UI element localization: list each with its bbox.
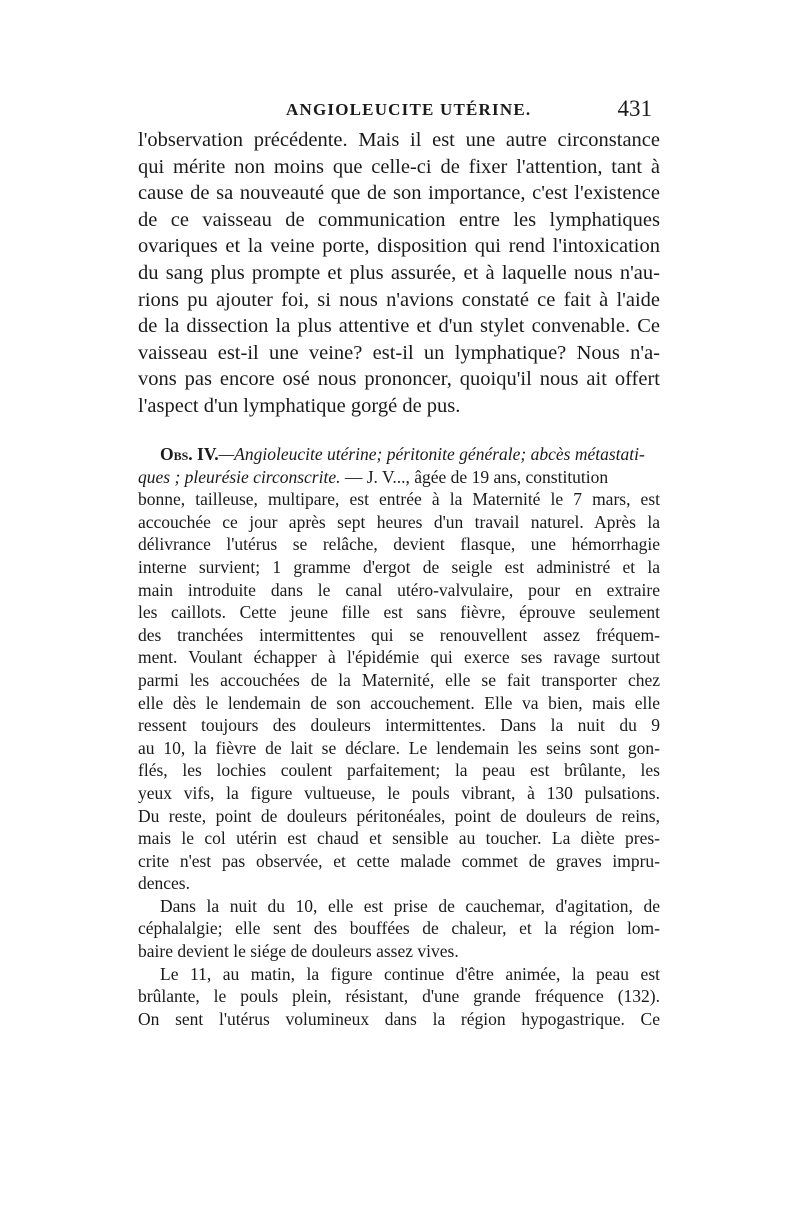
text-line: mais le col utérin est chaud et sensible au toucher. La diète pres-: [138, 828, 660, 849]
running-head: [138, 96, 660, 126]
text-line: l'aspect d'un lymphatique gorgé de pus.: [138, 394, 461, 417]
text-line: vons pas encore osé nous prononcer, quoiqu'il nous ait offert: [138, 368, 660, 391]
observation-intro: — J. V..., âgée de 19 ans, constitution: [340, 466, 609, 487]
observation-title-cont: ques ; pleurésie circonscrite.: [138, 466, 341, 487]
observation-heading-line-2: [138, 466, 660, 489]
text-line: du sang plus prompte et plus assurée, et à laquelle nous n'au-: [138, 261, 660, 284]
text-line: On sent l'utérus volumineux dans la région hypogastrique. Ce: [138, 1008, 660, 1029]
text-line: qui mérite non moins que celle-ci de fixer l'attention, tant à: [138, 155, 660, 178]
text-line: baire devient le siége de douleurs assez vives.: [138, 941, 459, 962]
text-line: cause de sa nouveauté que de son importance, c'est l'existence: [138, 182, 660, 205]
text-line: des tranchées intermittentes qui se renouvellent assez fréquem-: [138, 624, 660, 645]
text-line: au 10, la fièvre de lait se déclare. Le lendemain les seins sont gon-: [138, 737, 660, 758]
observation-block: [138, 443, 660, 1030]
text-line: bonne, tailleuse, multipare, est entrée à la Maternité le 7 mars, est: [138, 489, 660, 510]
page-number: 431: [617, 96, 652, 121]
text-line: ressent toujours des douleurs intermittentes. Dans la nuit du 9: [138, 715, 660, 736]
text-line: délivrance l'utérus se relâche, devient flasque, une hémorrhagie: [138, 534, 660, 555]
running-title: ANGIOLEUCITE UTÉRINE.: [286, 100, 532, 119]
text-line: les caillots. Cette jeune fille est sans fièvre, éprouve seulement: [138, 602, 660, 623]
observation-heading-line: [138, 443, 660, 466]
text-line: ment. Voulant échapper à l'épidémie qui exerce ses ravage surtout: [138, 647, 660, 668]
observation-label: Obs. IV.: [160, 444, 219, 464]
text-line: de la dissection la plus attentive et d'un stylet convenable. Ce: [138, 315, 660, 338]
text-line: céphalalgie; elle sent des bouffées de chaleur, et la région lom-: [138, 918, 660, 939]
text-line: elle dès le lendemain de son accouchement. Elle va bien, mais elle: [138, 692, 660, 713]
text-line: interne survient; 1 gramme d'ergot de seigle est administré et la: [138, 556, 660, 577]
text-line: de ce vaisseau de communication entre les lymphatiques: [138, 208, 660, 231]
text-line: main introduite dans le canal utéro-valvulaire, pour en extraire: [138, 579, 660, 600]
text-line: ovariques et la veine porte, disposition qui rend l'intoxication: [138, 235, 660, 258]
observation-title: —Angioleucite utérine; péritonite générale; abcès métastati-: [218, 444, 645, 464]
text-line: rions pu ajouter foi, si nous n'avions constaté ce fait à l'aide: [138, 288, 660, 311]
text-line: yeux vifs, la figure vultueuse, le pouls vibrant, à 130 pulsations.: [138, 782, 660, 803]
text-line: accouchée ce jour après sept heures d'un travail naturel. Après la: [138, 511, 660, 532]
text-line: parmi les accouchées de la Maternité, elle se fait transporter chez: [138, 669, 660, 690]
text-line: Le 11, au matin, la figure continue d'être animée, la peau est: [160, 963, 660, 984]
text-line: l'observation précédente. Mais il est une autre circonstance: [138, 129, 660, 151]
text-line: brûlante, le pouls plein, résistant, d'une grande fréquence (132).: [138, 986, 660, 1007]
text-line: Du reste, point de douleurs péritonéales, point de douleurs de reins,: [138, 805, 660, 826]
text-line: Dans la nuit du 10, elle est prise de cauchemar, d'agitation, de: [160, 895, 660, 916]
text-line: dences.: [138, 873, 190, 894]
paragraph-continuation: [138, 127, 660, 420]
text-line: crite n'est pas observée, et cette malade commet de graves impru-: [138, 850, 660, 871]
text-line: flés, les lochies coulent parfaitement; la peau est brûlante, les: [138, 760, 660, 781]
text-line: vaisseau est-il une veine? est-il un lymphatique? Nous n'a-: [138, 341, 660, 364]
